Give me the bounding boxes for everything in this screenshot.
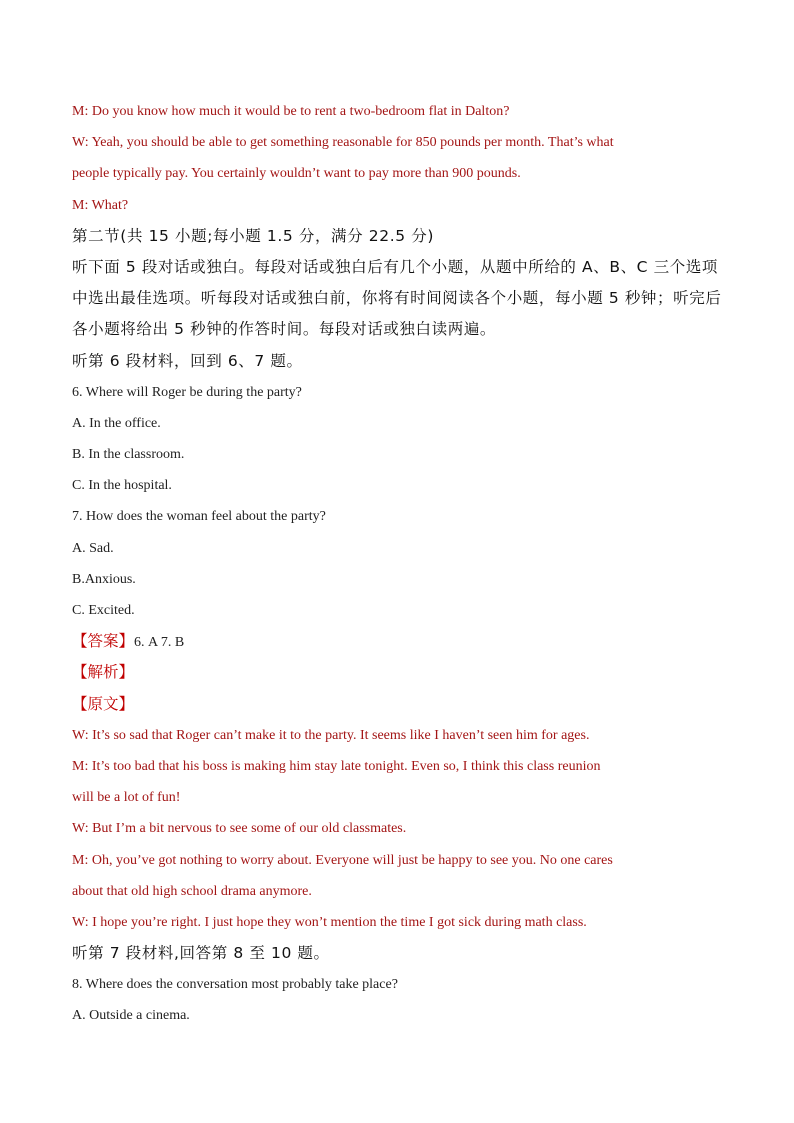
transcript-line: will be a lot of fun! xyxy=(72,790,181,806)
transcript-line: M: Oh, you’ve got nothing to worry about. Everyone will just be happy to see you. No one cares xyxy=(72,852,613,868)
transcript-label-line xyxy=(72,689,732,720)
transcript-line: people typically pay. You certainly wouldn’t want to pay more than 900 pounds. xyxy=(72,166,521,182)
question-7: 7. How does the woman feel about the party? xyxy=(72,509,326,525)
transcript-tag: 【原文】 xyxy=(72,694,135,713)
instruction-line: 各小题将给出 5 秒钟的作答时间。每段对话或独白读两遍。 xyxy=(72,320,497,339)
transcript-line: W: It’s so sad that Roger can’t make it to the party. It seems like I haven’t seen him for ages. xyxy=(72,727,590,743)
instruction-line: 中选出最佳选项。听每段对话或独白前，你将有时间阅读各个小题，每小题 5 秒钟；听完后 xyxy=(72,289,722,308)
instruction-line: 听第 6 段材料，回到 6、7 题。 xyxy=(72,351,303,370)
transcript-line: W: I hope you’re right. I just hope they won’t mention the time I got sick during math class. xyxy=(72,914,587,930)
document-page xyxy=(72,96,732,1032)
transcript-line: M: Do you know how much it would be to rent a two-bedroom flat in Dalton? xyxy=(72,104,510,119)
transcript-line: W: Yeah, you should be able to get something reasonable for 850 pounds per month. That’s what xyxy=(72,135,614,151)
question-8: 8. Where does the conversation most probably take place? xyxy=(72,977,398,993)
question-6: 6. Where will Roger be during the party? xyxy=(72,384,302,400)
option-line: C. In the hospital. xyxy=(72,478,172,494)
analysis-label-line xyxy=(72,657,732,688)
transcript-line: M: What? xyxy=(72,197,129,213)
option-line: B.Anxious. xyxy=(72,571,136,587)
option-line: A. Sad. xyxy=(72,540,114,556)
answer-text: 6. A 7. B xyxy=(134,635,185,651)
answer-tag: 【答案】 xyxy=(72,632,135,651)
option-line: B. In the classroom. xyxy=(72,447,185,463)
option-line: C. Excited. xyxy=(72,603,135,618)
option-line: A. In the office. xyxy=(72,415,161,431)
transcript-line: M: It’s too bad that his boss is making him stay late tonight. Even so, I think this class reunion xyxy=(72,758,601,774)
instruction-line: 听下面 5 段对话或独白。每段对话或独白后有几个小题，从题中所给的 A、B、C 三个选项 xyxy=(72,257,719,276)
answer-line xyxy=(72,626,732,657)
instruction-line: 听第 7 段材料,回答第 8 至 10 题。 xyxy=(72,944,330,963)
transcript-line: about that old high school drama anymore. xyxy=(72,883,312,899)
transcript-line: W: But I’m a bit nervous to see some of our old classmates. xyxy=(72,821,407,837)
option-line: A. Outside a cinema. xyxy=(72,1008,190,1024)
section-heading: 第二节(共 15 小题;每小题 1.5 分，满分 22.5 分) xyxy=(72,226,434,245)
analysis-tag: 【解析】 xyxy=(72,663,135,682)
